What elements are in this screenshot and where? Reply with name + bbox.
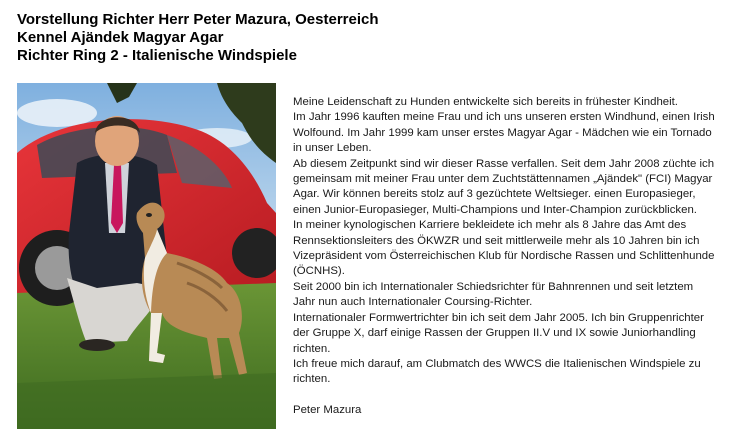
signature: Peter Mazura <box>293 403 362 416</box>
bio-paragraph: Im Jahr 1996 kauften meine Frau und ich uns unseren ersten Windhund, einen Irish Wolfound. Im Jahr 1999 kam unser erstes Magyar Agar - Mädchen wie ein Tornado in unser Leben. <box>293 111 715 155</box>
bio-paragraph: Seit 2000 bin ich Internationaler Schiedsrichter für Bahnrennen und seit letztem Jahr nun auch Internationaler Coursing-Richter. <box>293 280 694 309</box>
title-line-kennel: Kennel Ajändek Magyar Agar <box>17 29 224 46</box>
title-line-presentation: Vorstellung Richter Herr Peter Mazura, Oesterreich <box>17 11 379 28</box>
bio-paragraph: In meiner kynologischen Karriere bekleidete ich mehr als 8 Jahre das Amt des Rennsektionsleiters des ÖKWZR und seit mittlerweile mehr als 10 Jahren bin ich Vizepräsident vom Österreichischen Klub für Nordische Rassen und Schlittenhunde (ÖCNHS). <box>293 219 715 278</box>
bio-paragraph: Meine Leidenschaft zu Hunden entwickelte sich bereits in frühester Kindheit. <box>293 96 678 108</box>
judge-biography <box>293 95 718 418</box>
judge-photo <box>17 83 276 429</box>
bio-paragraph: Ich freue mich darauf, am Clubmatch des WWCS die Italienischen Windspiele zu richten. <box>293 357 701 386</box>
bio-paragraph: Ab diesem Zeitpunkt sind wir dieser Rasse verfallen. Seit dem Jahr 2008 züchte ich gemeinsam mit meiner Frau unter dem Zuchtstättennamen „Ajändek" (FCI) Magyar Agar. Wir können bereits stolz auf 3 gezüchtete Weltsieger. einen Europasieger, einen Junior-Europasieger, Multi-Champions und Inter-Champion zurückblicken. <box>293 157 715 216</box>
bio-paragraph: Internationaler Formwertrichter bin ich seit dem Jahr 2005. Ich bin Gruppenrichter der Gruppe X, darf einige Rassen der Gruppen II.V und IX sowie Juniorhandling richten. <box>293 311 704 355</box>
judge-with-greyhound-photo-icon <box>17 83 276 429</box>
title-line-ring: Richter Ring 2 - Italienische Windspiele <box>17 47 297 64</box>
page-header <box>17 11 379 65</box>
